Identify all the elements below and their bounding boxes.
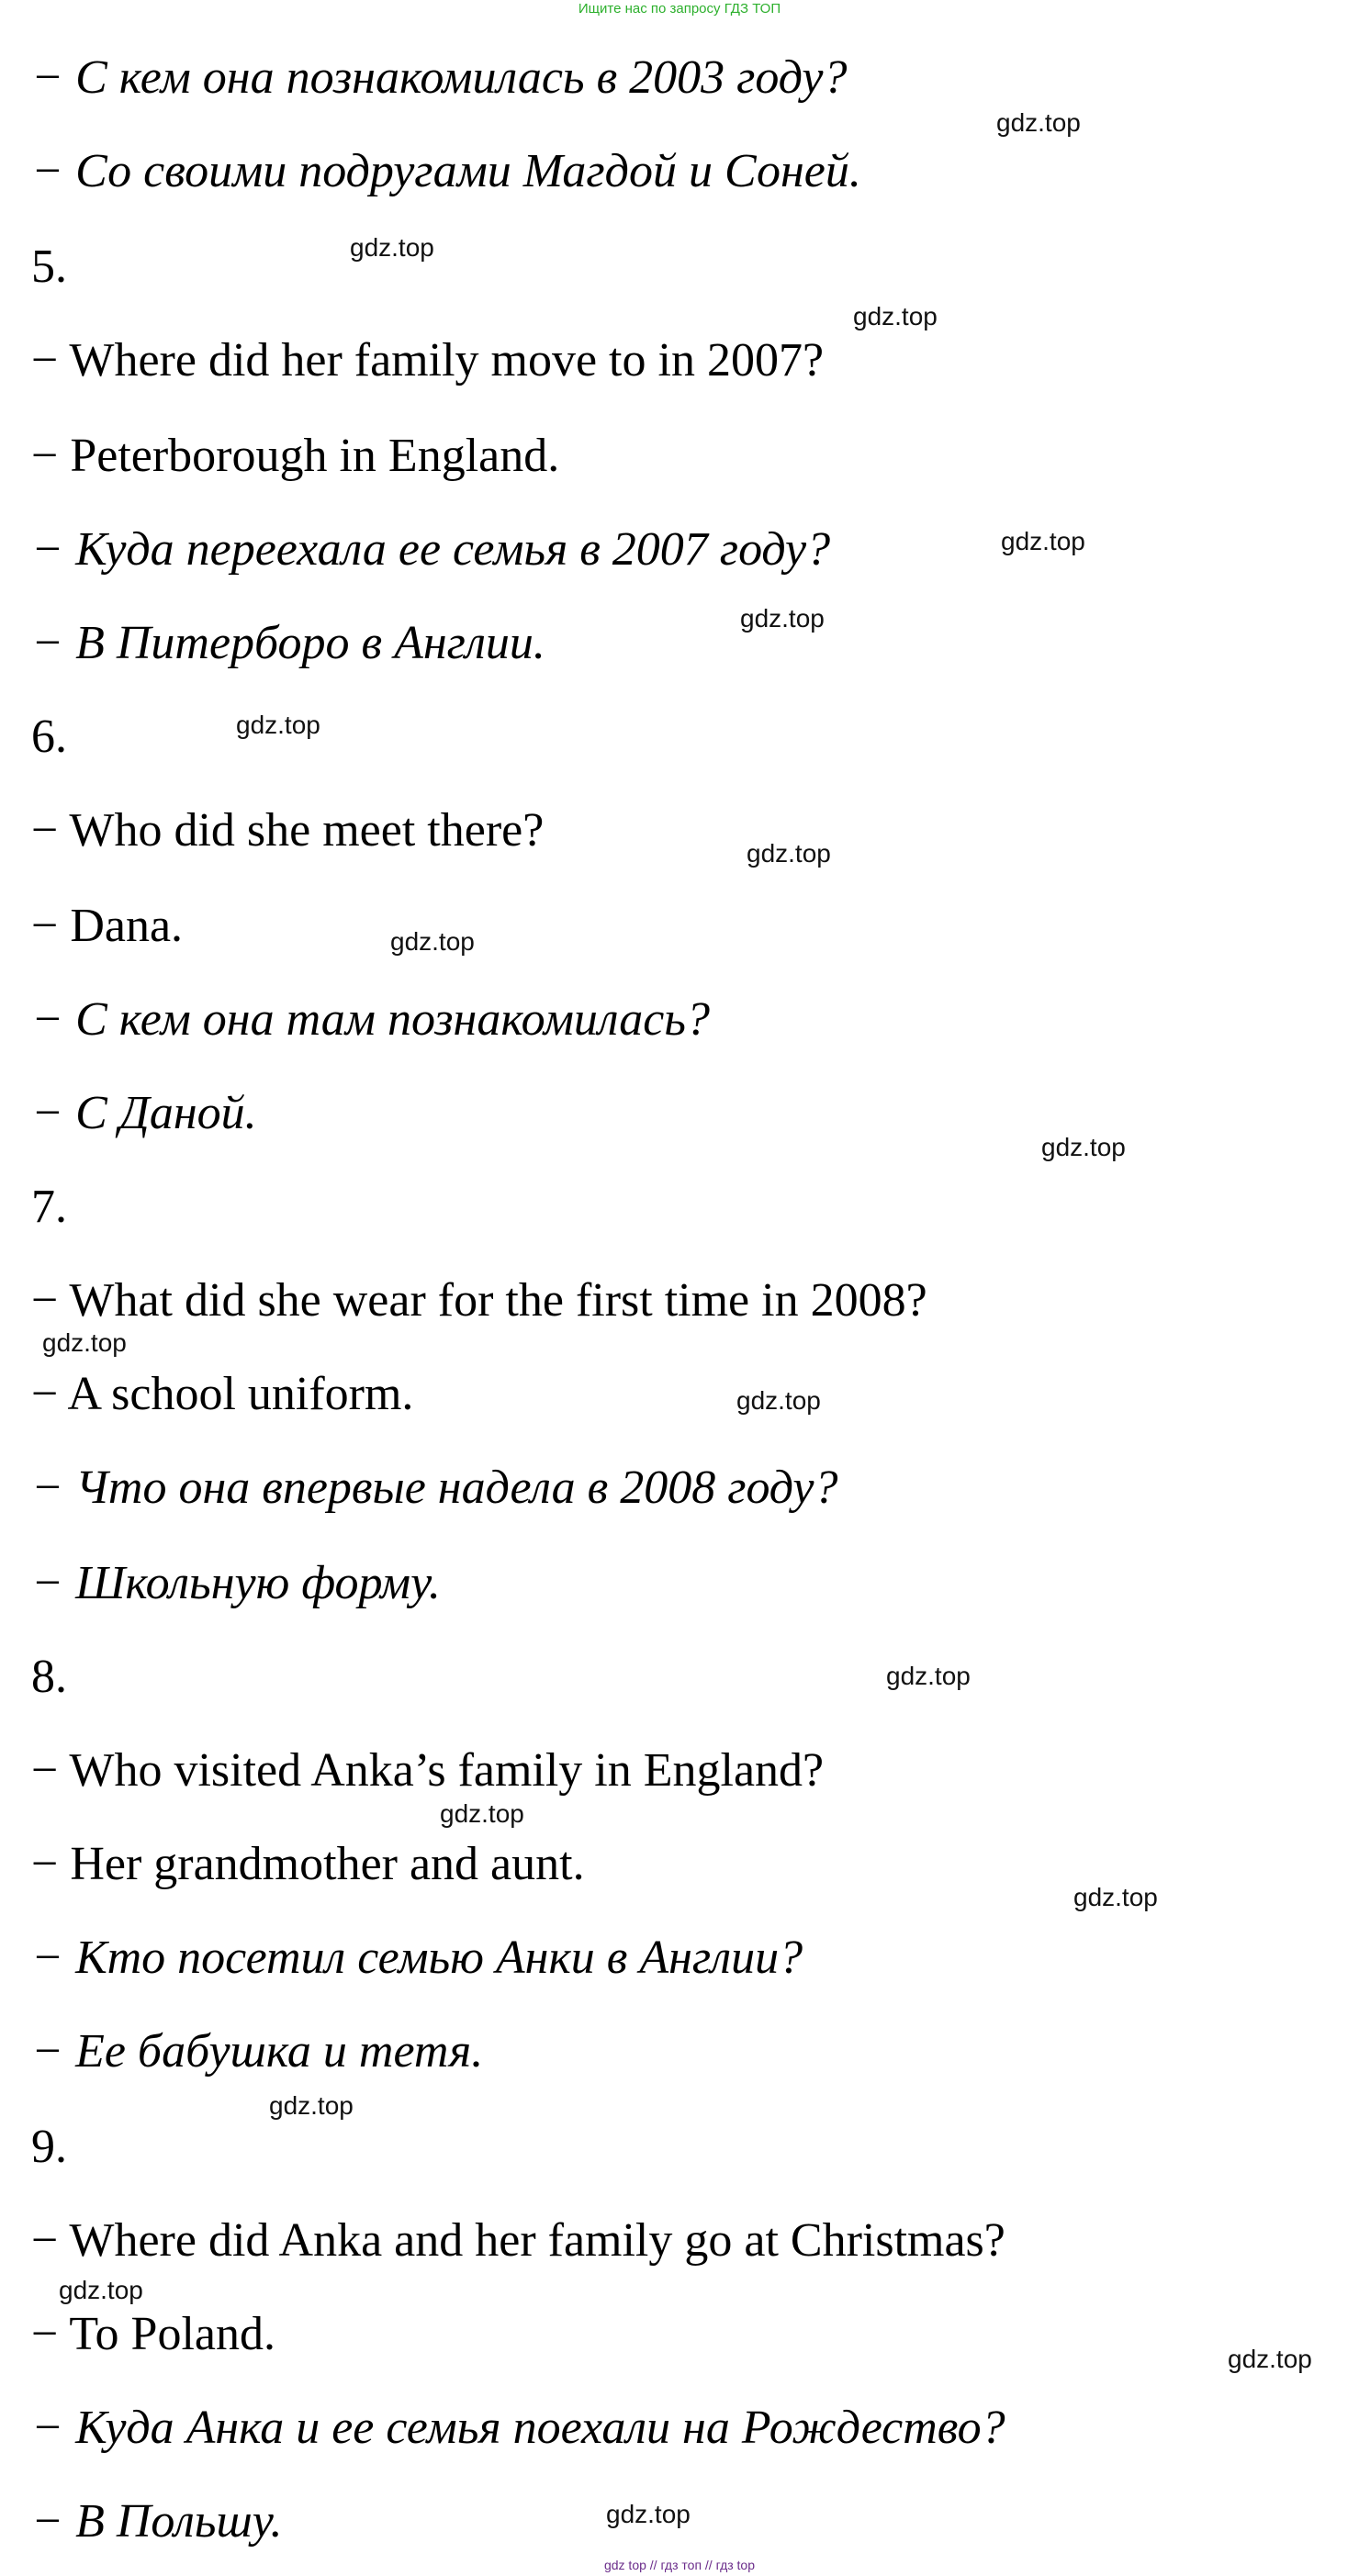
dialogue-line: − Куда Анка и ее семья поехали на Рождество? — [31, 2402, 1005, 2454]
watermark: gdz.top — [390, 927, 475, 956]
dialogue-line: − Школьную форму. — [31, 1557, 441, 1609]
watermark: gdz.top — [996, 108, 1081, 137]
watermark: gdz.top — [886, 1662, 971, 1690]
dialogue-line: − Со своими подругами Магдой и Соней. — [31, 145, 861, 197]
watermark: gdz.top — [606, 2500, 691, 2528]
question-number: 7. — [31, 1181, 67, 1233]
dialogue-line: − Peterborough in England. — [31, 430, 560, 482]
dialogue-line: − Who visited Anka’s family in England? — [31, 1744, 825, 1797]
watermark: gdz.top — [1001, 527, 1085, 555]
dialogue-line: − Where did her family move to in 2007? — [31, 334, 825, 386]
watermark: gdz.top — [350, 233, 434, 262]
dialogue-line: − В Питерборо в Англии. — [31, 617, 545, 669]
dialogue-line: − Ее бабушка и тетя. — [31, 2025, 484, 2078]
watermark: gdz.top — [236, 711, 320, 739]
dialogue-line: − С кем она познакомилась в 2003 году? — [31, 51, 848, 104]
dialogue-line: − Dana. — [31, 900, 184, 952]
question-number: 6. — [31, 711, 67, 763]
dialogue-line: − Куда переехала ее семья в 2007 году? — [31, 523, 831, 576]
dialogue-line: − Her grandmother and aunt. — [31, 1838, 585, 1890]
watermark: gdz.top — [1228, 2345, 1312, 2373]
watermark: gdz.top — [740, 604, 825, 633]
dialogue-line: − В Польшу. — [31, 2495, 283, 2548]
top-banner: Ищите нас по запросу ГДЗ ТОП — [578, 1, 781, 17]
watermark: gdz.top — [1041, 1133, 1126, 1161]
dialogue-line: − Кто посетил семью Анки в Англии? — [31, 1932, 803, 1984]
dialogue-line: − Where did Anka and her family go at Christmas? — [31, 2214, 1005, 2267]
watermark: gdz.top — [736, 1386, 821, 1415]
question-number: 9. — [31, 2121, 67, 2173]
dialogue-line: − A school uniform. — [31, 1368, 414, 1420]
dialogue-line: − Что она впервые надела в 2008 году? — [31, 1462, 838, 1514]
watermark: gdz.top — [269, 2091, 354, 2120]
question-number: 5. — [31, 241, 67, 293]
watermark: gdz.top — [59, 2276, 143, 2304]
watermark: gdz.top — [440, 1799, 524, 1828]
footer-links[interactable]: gdz top // гдз топ // гдз top — [603, 2558, 756, 2572]
watermark: gdz.top — [853, 302, 938, 330]
dialogue-line: − С кем она там познакомилась? — [31, 993, 710, 1046]
watermark: gdz.top — [42, 1328, 127, 1357]
dialogue-line: − С Даной. — [31, 1087, 257, 1139]
watermark: gdz.top — [747, 839, 831, 868]
question-number: 8. — [31, 1651, 67, 1703]
dialogue-line: − What did she wear for the first time in 2008? — [31, 1274, 927, 1327]
dialogue-line: − Who did she meet there? — [31, 804, 545, 857]
watermark: gdz.top — [1073, 1883, 1158, 1911]
dialogue-line: − To Poland. — [31, 2308, 275, 2360]
